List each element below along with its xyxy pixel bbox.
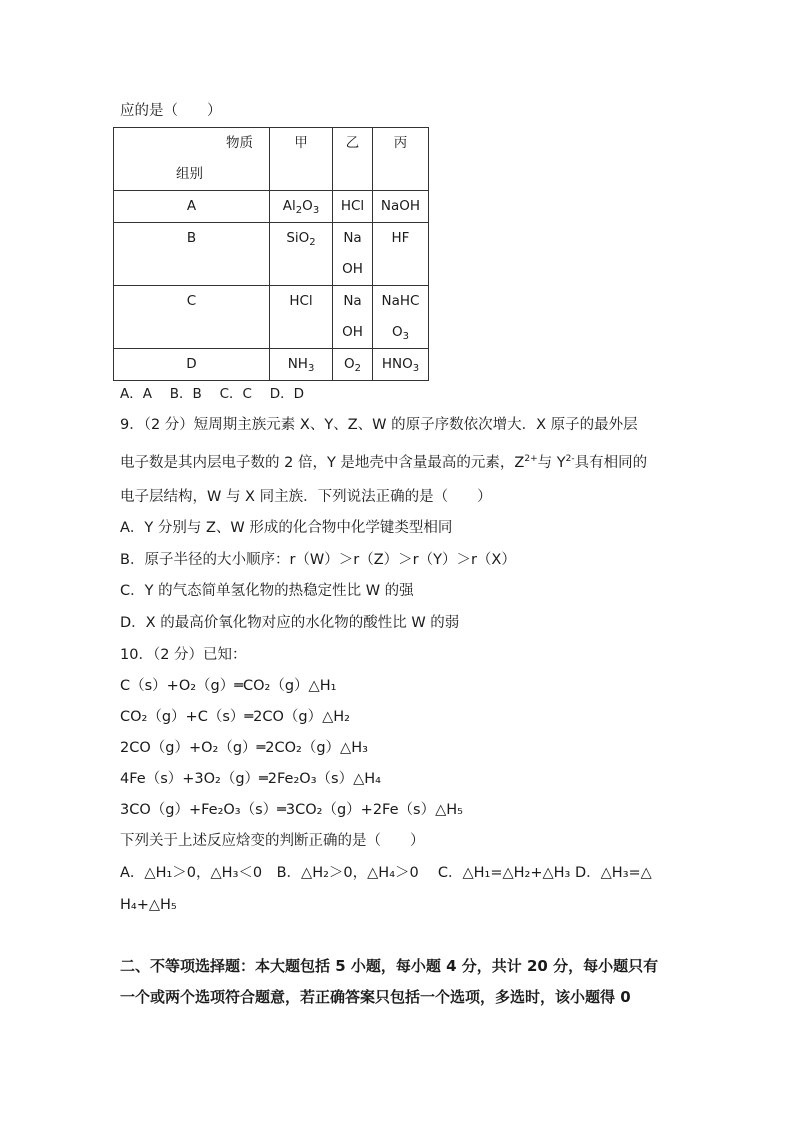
q9-stem-line1: 9．（2 分）短周期主族元素 X、Y、Z、W 的原子序数依次增大．X 原子的最外层	[120, 417, 638, 433]
col-header-jia: 甲	[270, 128, 333, 191]
q9-stem-line2: 电子数是其内层电子数的 2 倍，Y 是地壳中含量最高的元素，$Z^{2+}$与 $Y^{2-}$具有相同的	[120, 454, 648, 471]
q10-equation-2: CO₂（g）+C（s）═2CO（g）△H₂	[120, 709, 350, 725]
q10-equation-1: C（s）+O₂（g）═CO₂（g）△H₁	[120, 678, 337, 694]
table-header-diagonal-cell	[114, 128, 270, 191]
table-cell: HCl	[270, 286, 333, 349]
col-header-yi: 乙	[333, 128, 373, 191]
q9-stem-line3: 电子层结构，W 与 X 同主族．下列说法正确的是（ ）	[120, 489, 492, 505]
q10-equation-5: 3CO（g）+Fe₂O₃（s）═3CO₂（g）+2Fe（s）△H₅	[120, 802, 463, 818]
table-cell: Na OH	[333, 223, 373, 286]
table-cell: $Al_2O_3$	[270, 191, 333, 223]
q10-equation-3: 2CO（g）+O₂（g）═2CO₂（g）△H₃	[120, 740, 368, 756]
q9-option-c: C．Y 的气态简单氢化物的热稳定性比 W 的强	[120, 583, 414, 599]
q10-options-line2: H₄+△H₅	[120, 897, 177, 913]
q10-stem: 10．（2 分）已知：	[120, 647, 247, 663]
table-cell: $HNO_3$	[373, 349, 429, 381]
table-cell: NaOH	[373, 191, 429, 223]
q8-stem-tail: 应的是（ ）	[120, 103, 222, 119]
q8-table	[113, 127, 429, 381]
table-row	[114, 286, 429, 349]
row-label: A	[114, 191, 270, 223]
q9-option-d: D．X 的最高价氧化物对应的水化物的酸性比 W 的弱	[120, 615, 460, 631]
q10-equation-4: 4Fe（s）+3O₂（g）═2Fe₂O₃（s）△H₄	[120, 771, 381, 787]
col-header-bing: 丙	[373, 128, 429, 191]
q9-option-b: B．原子半径的大小顺序：r（W）＞r（Z）＞r（Y）＞r（X）	[120, 552, 516, 568]
q9-option-a: A．Y 分别与 Z、W 形成的化合物中化学键类型相同	[120, 520, 453, 536]
section2-heading-line2: 一个或两个选项符合题意，若正确答案只包括一个选项，多选时，该小题得 0	[120, 988, 631, 1006]
table-cell: NaHC $O_3$	[373, 286, 429, 349]
table-cell: $NH_3$	[270, 349, 333, 381]
header-group-label: 组别	[176, 166, 203, 182]
q10-options-line1: A．△H₁＞0，△H₃＜0 B．△H₂＞0，△H₄＞0 C．△H₁=△H₂+△H₃ D．△H₃=△	[120, 865, 652, 881]
q10-question: 下列关于上述反应焓变的判断正确的是（ ）	[120, 833, 425, 849]
table-cell: SiO$_2$	[270, 223, 333, 286]
table-cell: $O_2$	[333, 349, 373, 381]
header-substance-label: 物质	[226, 135, 253, 151]
row-label: C	[114, 286, 270, 349]
table-cell: HCl	[333, 191, 373, 223]
section2-heading-line1: 二、不等项选择题：本大题包括 5 小题，每小题 4 分，共计 20 分，每小题只有	[120, 957, 659, 975]
table-row	[114, 349, 429, 381]
row-label: D	[114, 349, 270, 381]
row-label: B	[114, 223, 270, 286]
table-row	[114, 223, 429, 286]
table-row	[114, 191, 429, 223]
table-cell: Na OH	[333, 286, 373, 349]
q8-options: A．A B．B C．C D．D	[120, 386, 305, 402]
table-cell: HF	[373, 223, 429, 286]
